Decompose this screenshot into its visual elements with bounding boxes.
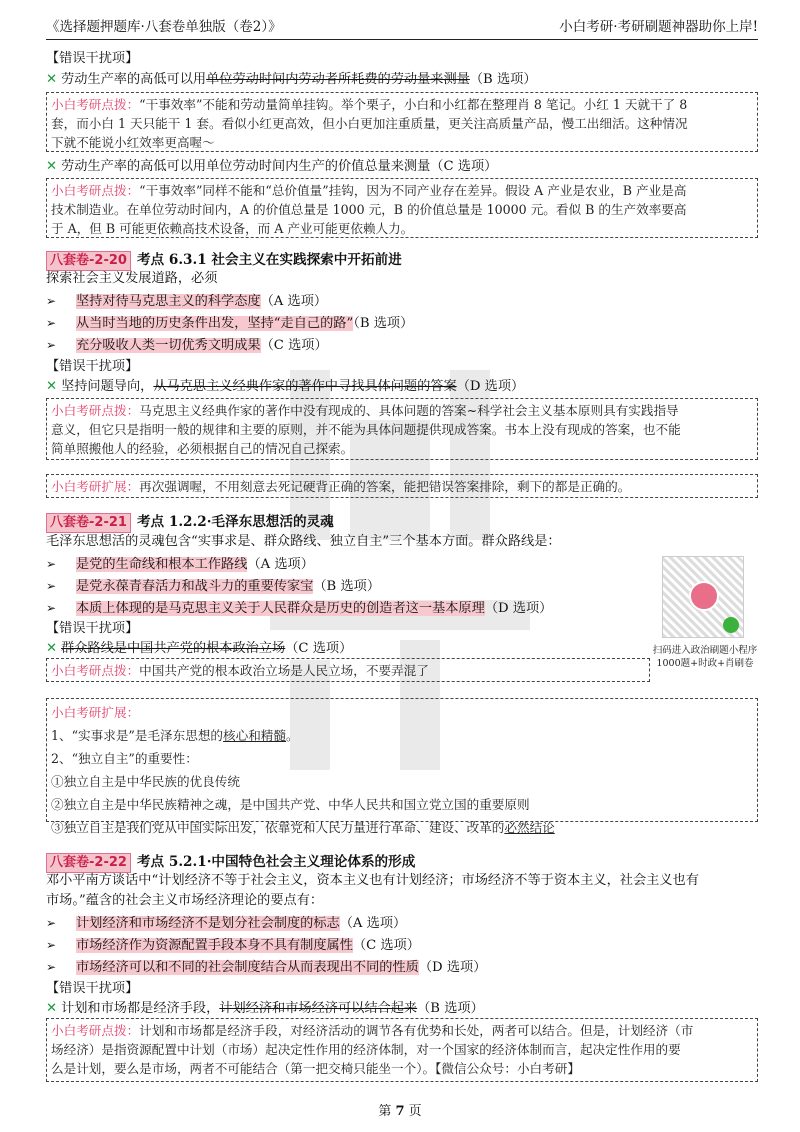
wrong-title: 【错误干扰项】 <box>46 359 139 374</box>
tip-label: 小白考研点拨： <box>51 663 140 678</box>
question-stem: 探索社会主义发展道路，必须 <box>46 271 218 286</box>
question-tag: 八套卷-2-22 <box>46 853 131 873</box>
tip-label: 小白考研点拨： <box>51 183 140 198</box>
page-header <box>46 14 758 40</box>
arrow-icon: ➢ <box>46 579 57 593</box>
extension-box: 小白考研扩展：再次强调喔，不用刻意去死记硬背正确的答案，能把错误答案排除，剩下的都是正确的。 <box>46 474 758 498</box>
qr-caption: 扫码进入政治刷题小程序 1000题+时政+肖刷卷 <box>652 645 758 669</box>
question-tag: 八套卷-2-20 <box>46 251 131 271</box>
correct-option: ➢ 从当时当地的历史条件出发，坚持“走自己的路”（B 选项） <box>46 316 414 331</box>
correct-option: ➢ 市场经济可以和不同的社会制度结合从而表现出不同的性质（D 选项） <box>46 960 487 975</box>
question-title: 考点 5.2.1·中国特色社会主义理论体系的形成 <box>136 854 416 870</box>
question-stem: 市场。”蕴含的社会主义市场经济理论的要点有： <box>46 893 324 908</box>
question-tag: 八套卷-2-21 <box>46 513 131 533</box>
extension-label: 小白考研扩展： <box>51 479 140 494</box>
wrong-title: 【错误干扰项】 <box>46 51 139 66</box>
arrow-icon: ➢ <box>46 557 57 571</box>
extension-box: 小白考研扩展： 1、“实事求是”是毛泽东思想的核心和精髓。 2、“独立自主”的重要性： ①独立自主是中华民族的优良传统 ②独立自主是中华民族精神之魂，是中国共产党、中华人民共和国立党立国的重要原则 ③独立自主是我们党从中国实际出发，依靠党和人民力量进行革命、建设、改革的必然结论 <box>46 698 758 822</box>
tip-label: 小白考研点拨： <box>51 403 140 418</box>
tip-label: 小白考研点拨： <box>51 1023 140 1038</box>
page-number: 7 <box>395 1104 405 1119</box>
wechat-icon <box>723 617 739 633</box>
arrow-icon: ➢ <box>46 316 57 330</box>
correct-option: ➢ 是党的生命线和根本工作路线（A 选项） <box>46 557 314 572</box>
wrong-option-d: ✕ 坚持问题导向，从马克思主义经典作家的著作中寻找具体问题的答案（D 选项） <box>46 379 525 394</box>
arrow-icon: ➢ <box>46 601 57 615</box>
arrow-icon: ➢ <box>46 960 57 974</box>
question-heading <box>46 850 415 873</box>
qr-code-image <box>662 556 744 638</box>
header-left: 《选择题押题库·八套卷单独版（卷2）》 <box>46 19 282 35</box>
correct-option: ➢ 坚持对待马克思主义的科学态度（A 选项） <box>46 294 328 309</box>
mascot-icon <box>689 581 719 611</box>
wrong-icon: ✕ <box>46 1001 58 1016</box>
wrong-icon: ✕ <box>46 72 58 87</box>
question-title: 考点 6.3.1 社会主义在实践探索中开拓前进 <box>136 252 402 268</box>
arrow-icon: ➢ <box>46 938 57 952</box>
wrong-icon: ✕ <box>46 641 58 656</box>
correct-option: ➢ 计划经济和市场经济不是划分社会制度的标志（A 选项） <box>46 916 407 931</box>
question-stem: 毛泽东思想活的灵魂包含“实事求是、群众路线、独立自主”三个基本方面。群众路线是： <box>46 534 561 549</box>
question-heading <box>46 510 334 533</box>
question-stem: 邓小平南方谈话中“计划经济不等于社会主义，资本主义也有计划经济；市场经济不等于资本主义，社会主义也有 <box>46 873 699 888</box>
wrong-icon: ✕ <box>46 159 58 174</box>
wrong-option-c: ✕ 劳动生产率的高低可以用单位劳动时间内生产的价值总量来测量（C 选项） <box>46 159 498 174</box>
wrong-option-b: ✕ 劳动生产率的高低可以用单位劳动时间内劳动者所耗费的劳动量来测量（B 选项） <box>46 72 537 87</box>
wrong-option-b: ✕ 计划和市场都是经济手段，计划经济和市场经济可以结合起来（B 选项） <box>46 1001 484 1016</box>
arrow-icon: ➢ <box>46 338 57 352</box>
correct-option: ➢ 市场经济作为资源配置手段本身不具有制度属性（C 选项） <box>46 938 420 953</box>
page-footer: 第 7 页 <box>378 1104 422 1119</box>
tip-box: 小白考研点拨：中国共产党的根本政治立场是人民立场，不要弄混了 <box>46 658 650 682</box>
question-heading <box>46 248 402 271</box>
tip-box: 小白考研点拨：马克思主义经典作家的著作中没有现成的、具体问题的答案~科学社会主义基本原则具有实践指导 意义，但它只是指明一般的规律和主要的原则，并不能为具体问题提供现成答案。书本上没有现成的答案，也不能 简单照搬他人的经验，必须根据自己的情况自己探索。 <box>46 398 758 460</box>
correct-option: ➢ 本质上体现的是马克思主义关于人民群众是历史的创造者这一基本原理（D 选项） <box>46 601 553 616</box>
tip-box: 小白考研点拨：“干事效率”同样不能和“总价值量”挂钩，因为不同产业存在差异。假设 A 产业是农业，B 产业是高 技术制造业。在单位劳动时间内，A 的价值总量是 1000 元，B 的价值总量是 10000 元。看似 B 的生产效率要高 于 A，但 B 可能更依赖高技术设备，而 A 产业可能更依赖人力。 <box>46 178 758 238</box>
arrow-icon: ➢ <box>46 916 57 930</box>
tip-box: 小白考研点拨：“干事效率”不能和劳动量简单挂钩。举个栗子，小白和小红都在整理肖 8 笔记。小红 1 天就干了 8 套，而小白 1 天只能干 1 套。看似小红更高效，但小白更加注重质量，更关注高质量产品，慢工出细活。这种情况 下就不能说小红效率更高喔～ <box>46 92 758 152</box>
wrong-title: 【错误干扰项】 <box>46 981 139 996</box>
correct-option: ➢ 是党永葆青春活力和战斗力的重要传家宝（B 选项） <box>46 579 381 594</box>
tip-label: 小白考研点拨： <box>51 97 140 112</box>
wrong-title: 【错误干扰项】 <box>46 621 139 636</box>
extension-label: 小白考研扩展： <box>51 705 140 720</box>
arrow-icon: ➢ <box>46 294 57 308</box>
header-right: 小白考研·考研刷题神器助你上岸! <box>559 19 758 35</box>
question-title: 考点 1.2.2·毛泽东思想活的灵魂 <box>136 514 334 530</box>
tip-box: 小白考研点拨：计划和市场都是经济手段，对经济活动的调节各有优势和长处，两者可以结合。但是，计划经济（市 场经济）是指资源配置中计划（市场）起决定性作用的经济体制，对一个国家的经济体制而言，起决定性作用的要 么是计划，要么是市场，两者不可能结合（第一把交椅只能坐一个）。【微信公众号：小白考研】 <box>46 1018 758 1082</box>
wrong-icon: ✕ <box>46 379 58 394</box>
correct-option: ➢ 充分吸收人类一切优秀文明成果（C 选项） <box>46 338 328 353</box>
wrong-option-c: ✕ 群众路线是中国共产党的根本政治立场（C 选项） <box>46 641 353 656</box>
